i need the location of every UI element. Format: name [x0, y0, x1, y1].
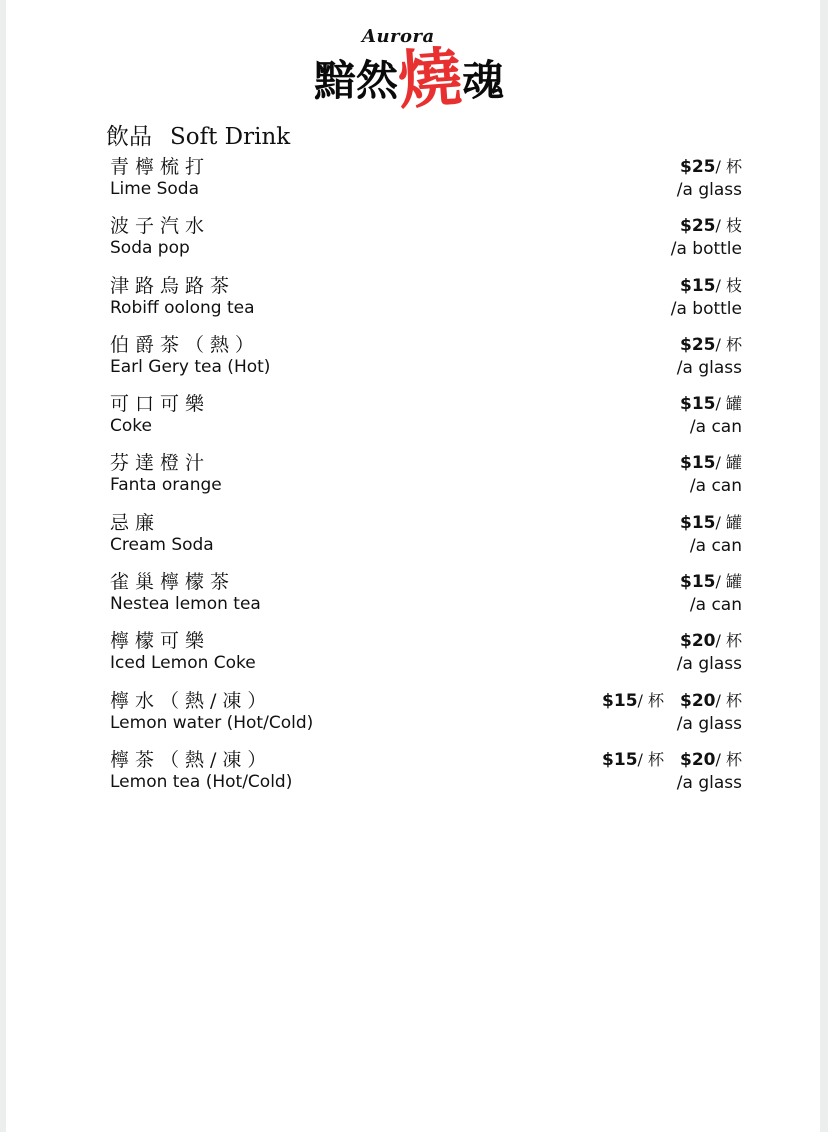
item-name-en: Robiff oolong tea	[110, 297, 255, 318]
menu-item-nestea	[110, 567, 742, 626]
price-value: $20	[680, 749, 716, 770]
item-name-zh: 雀巢檸檬茶	[110, 571, 236, 594]
menu-item-oolong-tea	[110, 271, 742, 330]
item-name-en: Nestea lemon tea	[110, 594, 261, 615]
price-value: $15	[680, 572, 716, 593]
menu-item-earl-grey	[110, 330, 742, 389]
logo-char-3: 燒	[395, 40, 465, 120]
logo-latin-text: Aurora	[362, 26, 435, 47]
price-unit: / 罐	[715, 453, 742, 473]
price-unit: / 罐	[715, 572, 742, 592]
price-value: $15	[680, 453, 716, 474]
item-unit-en: /a can	[689, 476, 742, 497]
menu-item-lemon-coke	[110, 626, 742, 685]
price-hot-unit: / 杯	[637, 749, 665, 769]
item-price	[680, 391, 742, 414]
item-price	[680, 213, 742, 236]
price-value: $15	[680, 275, 716, 296]
drink-list	[110, 152, 742, 804]
item-name-zh: 忌廉	[110, 511, 161, 534]
item-price	[680, 332, 742, 355]
item-name-en: Soda pop	[110, 238, 190, 259]
price-value: $25	[680, 334, 716, 355]
item-name-en: Coke	[110, 416, 152, 437]
item-name-zh: 檸茶（熱/凍）	[110, 748, 273, 771]
item-name-zh: 檸水（熱/凍）	[110, 689, 273, 712]
menu-item-cream-soda	[110, 508, 742, 567]
item-price	[680, 450, 742, 473]
menu-item-fanta	[110, 448, 742, 507]
price-value: $25	[680, 216, 716, 237]
item-name-zh: 可口可樂	[110, 393, 211, 416]
price-hot-value: $15	[602, 749, 638, 770]
price-unit: / 杯	[715, 631, 742, 651]
item-unit-en: /a bottle	[670, 298, 742, 319]
item-unit-en: /a glass	[676, 713, 742, 734]
item-name-en: Earl Gery tea (Hot)	[110, 356, 271, 377]
item-name-en: Cream Soda	[110, 534, 214, 555]
price-unit: / 枝	[715, 275, 742, 295]
logo-cjk-text	[314, 40, 505, 120]
item-name-en: Iced Lemon Coke	[110, 653, 256, 674]
item-unit-en: /a glass	[676, 654, 742, 675]
item-unit-en: /a glass	[676, 357, 742, 378]
item-unit-en: /a glass	[676, 180, 742, 200]
item-price	[602, 747, 742, 770]
price-unit: / 罐	[715, 394, 742, 414]
item-price	[680, 273, 742, 296]
price-value: $20	[680, 690, 716, 711]
section-title-zh: 飲品	[106, 124, 152, 150]
price-value: $25	[680, 157, 716, 177]
menu-item-lime-soda	[110, 152, 742, 211]
item-unit-en: /a glass	[676, 772, 742, 793]
menu-item-soda-pop	[110, 211, 742, 270]
price-value: $20	[680, 631, 716, 652]
restaurant-logo	[306, 22, 556, 126]
price-value: $15	[680, 394, 716, 415]
item-price	[680, 154, 742, 177]
item-name-en: Lemon water (Hot/Cold)	[110, 712, 314, 733]
logo-char-2: 然	[356, 56, 399, 105]
price-unit: / 罐	[715, 512, 742, 532]
item-name-en: Lemon tea (Hot/Cold)	[110, 771, 293, 792]
menu-item-lemon-water	[110, 686, 742, 745]
logo-char-1: 黯	[314, 56, 357, 105]
price-hot-value: $15	[602, 690, 638, 711]
item-price	[680, 510, 742, 533]
item-name-zh: 波子汽水	[110, 215, 211, 238]
item-name-zh: 芬達橙汁	[110, 452, 211, 475]
item-price	[602, 688, 742, 711]
item-unit-en: /a bottle	[670, 239, 742, 260]
item-price	[680, 569, 742, 592]
item-name-zh: 津路烏路茶	[110, 274, 236, 297]
menu-item-lemon-tea	[110, 745, 742, 804]
item-unit-en: /a can	[689, 535, 742, 556]
item-unit-en: /a can	[689, 417, 742, 438]
menu-page	[6, 0, 820, 1132]
section-title	[106, 118, 290, 151]
item-name-en: Fanta orange	[110, 475, 222, 496]
price-unit: / 杯	[715, 334, 742, 354]
item-name-zh: 檸檬可樂	[110, 630, 211, 653]
section-title-en: Soft Drink	[170, 124, 291, 150]
price-unit: / 杯	[715, 690, 742, 710]
price-unit: / 杯	[715, 157, 742, 176]
price-hot-unit: / 杯	[637, 690, 665, 710]
item-name-en: Lime Soda	[110, 179, 200, 199]
menu-item-coke	[110, 389, 742, 448]
item-name-zh: 青檸梳打	[110, 156, 211, 178]
item-unit-en: /a can	[689, 595, 742, 616]
price-unit: / 杯	[715, 749, 742, 769]
price-value: $15	[680, 512, 716, 533]
item-name-zh: 伯爵茶（熱）	[110, 333, 261, 356]
logo-char-4: 魂	[462, 56, 505, 105]
item-price	[680, 628, 742, 651]
price-unit: / 枝	[715, 216, 742, 236]
